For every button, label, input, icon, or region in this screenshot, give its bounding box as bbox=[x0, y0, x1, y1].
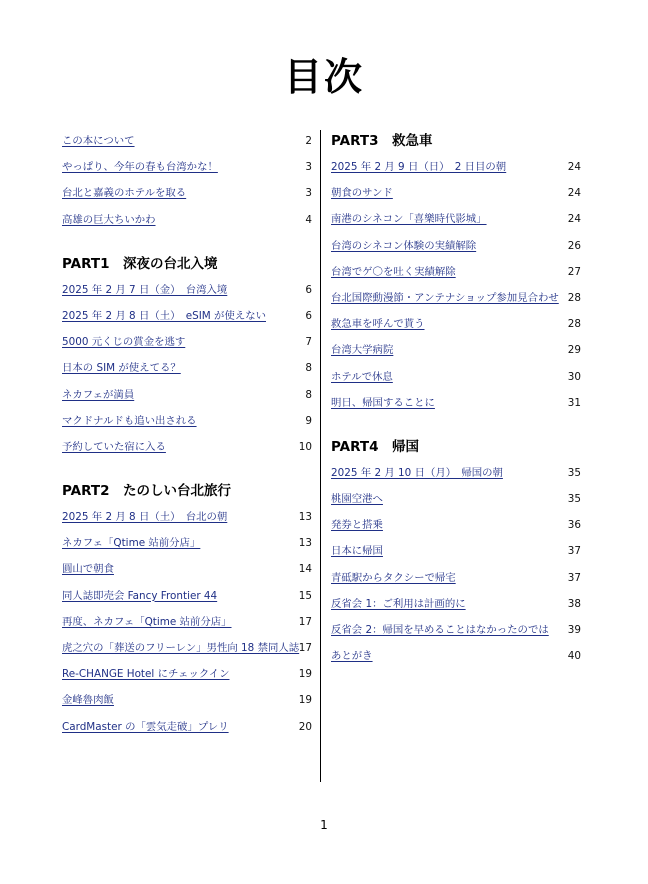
toc-entry-link[interactable]: マクドナルドも追い出される bbox=[62, 414, 197, 427]
toc-entry[interactable] bbox=[331, 364, 581, 390]
toc-entry-page-number: 29 bbox=[567, 344, 581, 357]
toc-entry[interactable] bbox=[62, 635, 312, 661]
toc-entry[interactable] bbox=[331, 460, 581, 486]
toc-right-column bbox=[331, 128, 581, 669]
toc-entry[interactable] bbox=[62, 714, 312, 740]
toc-entry-link[interactable]: 青砥駅からタクシーで帰宅 bbox=[331, 571, 456, 584]
toc-entry-page-number: 26 bbox=[567, 239, 581, 252]
page-title: 目次 bbox=[283, 55, 364, 99]
toc-entry-link[interactable]: やっぱり、今年の春も台湾かな！ bbox=[62, 161, 218, 174]
toc-entry-link[interactable]: 台北国際動漫節・アンテナショップ参加見合わせ bbox=[331, 291, 559, 304]
toc-entry[interactable] bbox=[62, 583, 312, 609]
toc-entry-page-number: 31 bbox=[567, 396, 581, 409]
toc-entry-link[interactable]: 高雄の巨大ちいかわ bbox=[62, 213, 156, 226]
toc-entry[interactable] bbox=[331, 591, 581, 617]
toc-entry-page-number: 6 bbox=[305, 309, 312, 322]
toc-entry-page-number: 15 bbox=[298, 589, 312, 602]
toc-entry-page-number: 35 bbox=[567, 493, 581, 506]
toc-entry[interactable] bbox=[331, 180, 581, 206]
toc-entry-link[interactable]: 台湾大学病院 bbox=[331, 344, 394, 357]
toc-entry[interactable] bbox=[62, 556, 312, 582]
toc-entry[interactable] bbox=[62, 504, 312, 530]
toc-entry-link[interactable]: 反省会 2：帰国を早めることはなかったのでは bbox=[331, 624, 549, 636]
toc-entry-page-number: 27 bbox=[567, 265, 581, 278]
toc-entry-page-number: 37 bbox=[567, 545, 581, 558]
toc-entry-page-number: 13 bbox=[298, 511, 312, 524]
toc-entry-link[interactable]: 台北と嘉義のホテルを取る bbox=[62, 187, 187, 200]
part2-list bbox=[62, 504, 312, 740]
toc-entry-page-number: 24 bbox=[567, 213, 581, 226]
toc-entry[interactable] bbox=[62, 530, 312, 556]
toc-entry[interactable] bbox=[62, 408, 312, 434]
toc-entry-link[interactable]: 発券と搭乗 bbox=[331, 519, 383, 532]
toc-entry[interactable] bbox=[331, 538, 581, 564]
toc-entry[interactable] bbox=[62, 661, 312, 687]
toc-entry-link[interactable]: 日本に帰国 bbox=[331, 545, 383, 558]
toc-entry[interactable] bbox=[331, 390, 581, 416]
toc-entry-link[interactable]: 2025 年 2 月 8 日（土） 台北の朝 bbox=[62, 511, 228, 524]
toc-entry-link[interactable]: 2025 年 2 月 9 日（日） 2 日目の朝 bbox=[331, 161, 507, 173]
toc-entry-link[interactable]: 2025 年 2 月 7 日（金） 台湾入境 bbox=[62, 283, 228, 296]
toc-entry[interactable] bbox=[62, 154, 312, 180]
part3-heading: PART3 救急車 bbox=[331, 133, 433, 149]
toc-entry[interactable] bbox=[62, 128, 312, 154]
toc-entry-link[interactable]: 朝食のサンド bbox=[331, 187, 393, 200]
toc-entry[interactable] bbox=[62, 609, 312, 635]
toc-entry[interactable] bbox=[62, 207, 312, 233]
toc-entry-page-number: 4 bbox=[305, 213, 312, 226]
part4-heading: PART4 帰国 bbox=[331, 438, 419, 455]
toc-entry-link[interactable]: 圓山で朝食 bbox=[62, 563, 114, 576]
toc-entry-link[interactable]: 桃園空港へ bbox=[331, 493, 383, 506]
toc-entry-link[interactable]: Re-CHANGE Hotel にチェックイン bbox=[62, 668, 230, 681]
toc-entry-page-number: 24 bbox=[567, 161, 581, 173]
toc-entry-page-number: 14 bbox=[298, 563, 312, 576]
toc-entry[interactable] bbox=[331, 617, 581, 643]
page-number: 1 bbox=[320, 818, 328, 832]
part1-heading: PART1 深夜の台北入境 bbox=[62, 255, 218, 272]
toc-entry-page-number: 17 bbox=[298, 615, 312, 628]
toc-entry-link[interactable]: 5000 元くじの賞金を逃す bbox=[62, 336, 186, 349]
toc-entry-link[interactable]: 予約していた宿に入る bbox=[62, 440, 166, 453]
toc-entry-page-number: 20 bbox=[298, 720, 312, 733]
toc-entry-link[interactable]: この本について bbox=[62, 135, 135, 147]
toc-entry[interactable] bbox=[62, 277, 312, 303]
toc-entry[interactable] bbox=[62, 687, 312, 713]
toc-entry-link[interactable]: 再度、ネカフェ「Qtime 站前分店」 bbox=[62, 615, 232, 628]
toc-entry-page-number: 40 bbox=[567, 650, 581, 663]
toc-entry[interactable] bbox=[331, 643, 581, 669]
toc-entry-page-number: 39 bbox=[567, 624, 581, 636]
toc-entry[interactable] bbox=[62, 382, 312, 408]
toc-entry-page-number: 10 bbox=[298, 440, 312, 453]
toc-entry-link[interactable]: 救急車を呼んで貰う bbox=[331, 318, 425, 331]
toc-entry-link[interactable]: ホテルで休息 bbox=[331, 370, 393, 383]
toc-entry-page-number: 6 bbox=[305, 283, 312, 296]
toc-entry-link[interactable]: 2025 年 2 月 10 日（月） 帰国の朝 bbox=[331, 466, 503, 479]
toc-entry[interactable] bbox=[331, 565, 581, 591]
toc-entry-link[interactable]: ネカフェ「Qtime 站前分店」 bbox=[62, 537, 201, 550]
toc-entry[interactable] bbox=[62, 434, 312, 460]
toc-entry-link[interactable]: 日本の SIM が使えてる？ bbox=[62, 362, 181, 375]
toc-entry[interactable] bbox=[331, 337, 581, 363]
part4-list bbox=[331, 460, 581, 670]
toc-entry[interactable] bbox=[62, 180, 312, 206]
toc-entry[interactable] bbox=[331, 311, 581, 337]
toc-entry-page-number: 24 bbox=[567, 187, 581, 200]
toc-entry[interactable] bbox=[331, 285, 581, 311]
toc-entry-link[interactable]: 南港のシネコン「喜樂時代影城」 bbox=[331, 213, 487, 226]
part1-list bbox=[62, 277, 312, 460]
toc-entry-link[interactable]: 2025 年 2 月 8 日（土） eSIM が使えない bbox=[62, 309, 266, 322]
toc-entry-link[interactable]: 台湾のシネコン体験の実績解除 bbox=[331, 239, 477, 252]
toc-entry-link[interactable]: 金峰魯肉飯 bbox=[62, 694, 114, 707]
toc-entry-page-number: 3 bbox=[305, 187, 312, 200]
toc-entry-page-number: 30 bbox=[567, 370, 581, 383]
toc-entry[interactable] bbox=[331, 259, 581, 285]
toc-entry-page-number: 35 bbox=[567, 466, 581, 479]
intro-list bbox=[62, 128, 312, 233]
column-divider bbox=[320, 130, 321, 782]
toc-entry-page-number: 28 bbox=[567, 291, 581, 304]
toc-entry-page-number: 28 bbox=[567, 318, 581, 331]
toc-entry[interactable] bbox=[62, 303, 312, 329]
toc-entry[interactable] bbox=[62, 329, 312, 355]
toc-entry[interactable] bbox=[331, 233, 581, 259]
toc-entry-page-number: 36 bbox=[567, 519, 581, 532]
toc-entry[interactable] bbox=[331, 154, 581, 180]
toc-entry-page-number: 2 bbox=[305, 135, 312, 147]
toc-entry-link[interactable]: 台湾でゲ〇を吐く実績解除 bbox=[331, 265, 456, 278]
toc-entry-link[interactable]: 明日、帰国することに bbox=[331, 396, 435, 409]
toc-entry-page-number: 13 bbox=[298, 537, 312, 550]
toc-entry-link[interactable]: CardMaster の「雲気走破」プレリ bbox=[62, 720, 229, 733]
toc-entry-page-number: 7 bbox=[305, 336, 312, 349]
toc-entry[interactable] bbox=[331, 206, 581, 232]
toc-entry-page-number: 3 bbox=[305, 161, 312, 174]
toc-entry-page-number: 8 bbox=[305, 362, 312, 375]
part3-list bbox=[331, 154, 581, 416]
toc-entry-page-number: 17 bbox=[298, 642, 312, 654]
toc-entry-link[interactable]: 同人誌即売会 Fancy Frontier 44 bbox=[62, 589, 218, 602]
toc-entry-link[interactable]: 虎之穴の「葬送のフリーレン」男性向 18 禁同人誌 bbox=[62, 642, 300, 654]
toc-entry-page-number: 9 bbox=[305, 414, 312, 427]
toc-entry[interactable] bbox=[62, 355, 312, 381]
toc-entry-link[interactable]: あとがき bbox=[331, 650, 373, 663]
toc-entry-page-number: 19 bbox=[298, 668, 312, 681]
toc-left-column bbox=[62, 128, 312, 740]
toc-entry[interactable] bbox=[331, 486, 581, 512]
toc-entry-link[interactable]: ネカフェが満員 bbox=[62, 388, 135, 401]
toc-entry-page-number: 37 bbox=[567, 571, 581, 584]
toc-entry-page-number: 19 bbox=[298, 694, 312, 707]
toc-entry-link[interactable]: 反省会 1：ご利用は計画的に bbox=[331, 597, 466, 610]
toc-entry-page-number: 38 bbox=[567, 597, 581, 610]
toc-entry-page-number: 8 bbox=[305, 388, 312, 401]
toc-entry[interactable] bbox=[331, 512, 581, 538]
part2-heading: PART2 たのしい台北旅行 bbox=[62, 483, 231, 500]
